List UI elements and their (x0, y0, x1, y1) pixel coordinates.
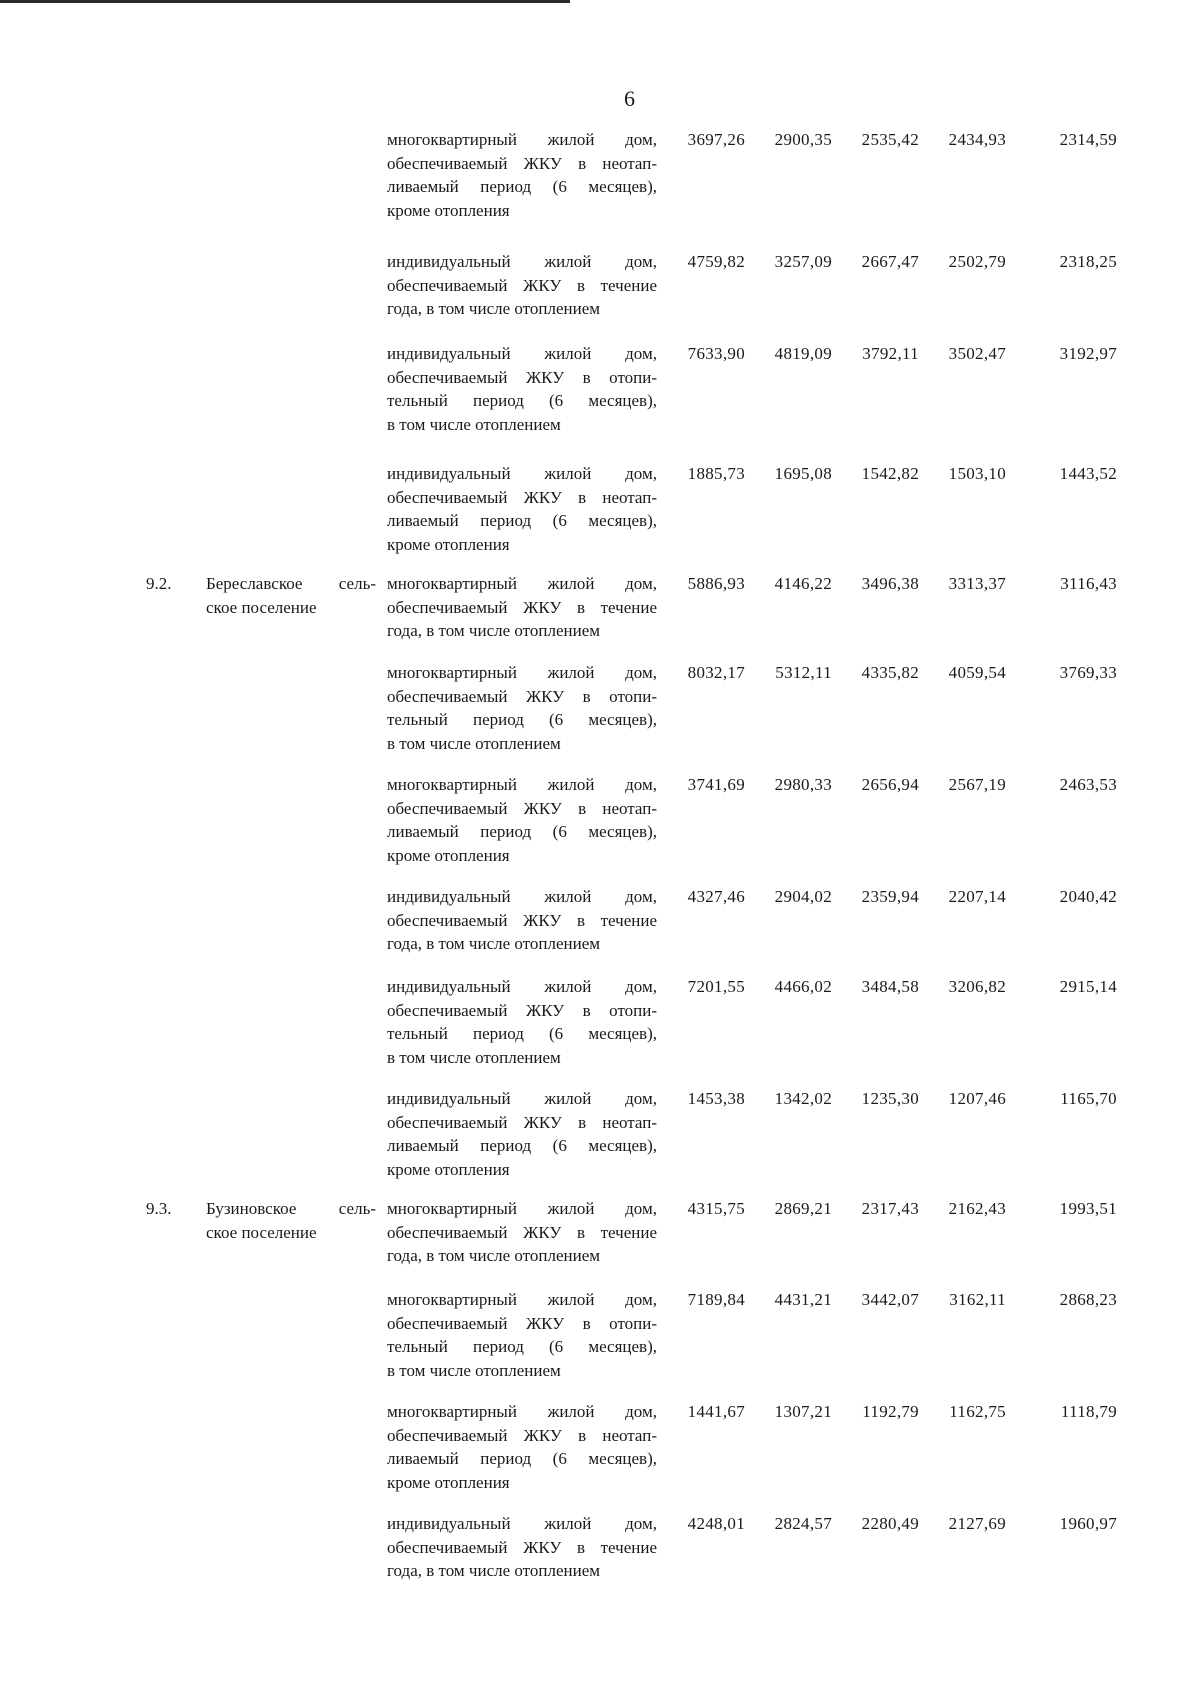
housing-description (387, 975, 657, 1069)
tariff-value-col4: 2502,79 (948, 252, 1006, 271)
housing-description (387, 128, 657, 222)
tariff-value-col4: 3313,37 (948, 574, 1006, 593)
description-line: индивидуальный жилой дом, (387, 887, 657, 906)
description-line: тельный период (6 месяцев), (387, 1024, 657, 1043)
tariff-value-col4: 1503,10 (948, 464, 1006, 483)
tariff-value-col4: 2162,43 (948, 1199, 1006, 1218)
description-line: индивидуальный жилой дом, (387, 977, 657, 996)
tariff-value-col2: 2904,02 (774, 887, 832, 906)
tariff-value-col1: 1885,73 (687, 464, 745, 483)
description-line: многоквартирный жилой дом, (387, 1290, 657, 1309)
housing-description (387, 1400, 657, 1494)
description-line: кроме отопления (387, 1472, 510, 1492)
housing-description (387, 1197, 657, 1268)
tariff-value-col5: 3192,97 (1059, 344, 1117, 363)
tariff-value-col3: 3792,11 (862, 344, 919, 363)
tariff-value-col3: 2656,94 (861, 775, 919, 794)
tariff-value-col5: 1165,70 (1060, 1089, 1117, 1108)
tariff-value-col5: 3769,33 (1059, 663, 1117, 682)
settlement-name (206, 572, 376, 619)
description-line: обеспечиваемый ЖКУ в отопи- (387, 686, 657, 706)
tariff-value-col3: 1542,82 (861, 464, 919, 483)
tariff-value-col3: 2667,47 (861, 252, 919, 271)
tariff-value-col4: 4059,54 (948, 663, 1006, 682)
tariff-value-col2: 4819,09 (774, 344, 832, 363)
tariff-value-col5: 1443,52 (1059, 464, 1117, 483)
page-edge-line (0, 0, 570, 3)
tariff-value-col2: 2869,21 (774, 1199, 832, 1218)
description-line: ливаемый период (6 месяцев), (387, 822, 657, 841)
tariff-value-col1: 7201,55 (687, 977, 745, 996)
description-line: в том числе отоплением (387, 1047, 561, 1067)
tariff-value-col1: 7189,84 (687, 1290, 745, 1309)
tariff-value-col1: 4759,82 (687, 252, 745, 271)
tariff-value-col2: 1342,02 (774, 1089, 832, 1108)
description-line: тельный период (6 месяцев), (387, 391, 657, 410)
description-line: обеспечиваемый ЖКУ в неотап- (387, 153, 657, 173)
tariff-value-col3: 3496,38 (861, 574, 919, 593)
tariff-value-col3: 4335,82 (861, 663, 919, 682)
description-line: ливаемый период (6 месяцев), (387, 511, 657, 530)
settlement-line: Бузиновское сель- (206, 1199, 376, 1218)
housing-description (387, 1512, 657, 1583)
tariff-value-col4: 3206,82 (948, 977, 1006, 996)
page-number: 6 (624, 86, 635, 111)
description-line: обеспечиваемый ЖКУ в отопи- (387, 367, 657, 387)
description-line: года, в том числе отоплением (387, 934, 600, 953)
description-line: многоквартирный жилой дом, (387, 1199, 657, 1218)
tariff-value-col2: 2900,35 (774, 130, 832, 149)
tariff-value-col5: 2868,23 (1059, 1290, 1117, 1309)
tariff-value-col3: 1235,30 (861, 1089, 919, 1108)
tariff-value-col2: 4146,22 (774, 574, 832, 593)
tariff-value-col4: 2127,69 (948, 1514, 1006, 1533)
tariff-value-col1: 4248,01 (687, 1514, 745, 1533)
description-line: обеспечиваемый ЖКУ в отопи- (387, 1000, 657, 1020)
tariff-value-col2: 4431,21 (774, 1290, 832, 1309)
tariff-value-col5: 2463,53 (1059, 775, 1117, 794)
description-line: ливаемый период (6 месяцев), (387, 1449, 657, 1468)
housing-description (387, 250, 657, 321)
tariff-value-col4: 2207,14 (948, 887, 1006, 906)
description-line: обеспечиваемый ЖКУ в неотап- (387, 798, 657, 818)
description-line: кроме отопления (387, 1159, 510, 1179)
tariff-value-col2: 4466,02 (774, 977, 832, 996)
tariff-value-col5: 1993,51 (1059, 1199, 1117, 1218)
tariff-value-col1: 3697,26 (687, 130, 745, 149)
description-line: индивидуальный жилой дом, (387, 1089, 657, 1108)
description-line: индивидуальный жилой дом, (387, 1514, 657, 1533)
description-line: индивидуальный жилой дом, (387, 252, 657, 271)
housing-description (387, 462, 657, 556)
tariff-value-col4: 3162,11 (949, 1290, 1006, 1309)
tariff-value-col5: 2915,14 (1059, 977, 1117, 996)
description-line: тельный период (6 месяцев), (387, 1337, 657, 1356)
tariff-value-col4: 1162,75 (949, 1402, 1006, 1421)
description-line: многоквартирный жилой дом, (387, 1402, 657, 1421)
description-line: обеспечиваемый ЖКУ в отопи- (387, 1313, 657, 1333)
tariff-value-col5: 2040,42 (1059, 887, 1117, 906)
tariff-value-col3: 2359,94 (861, 887, 919, 906)
housing-description (387, 1288, 657, 1382)
description-line: обеспечиваемый ЖКУ в течение (387, 1222, 657, 1242)
description-line: кроме отопления (387, 200, 510, 220)
tariff-value-col1: 1441,67 (687, 1402, 745, 1421)
settlement-line: ское поселение (206, 1222, 317, 1242)
description-line: кроме отопления (387, 534, 510, 554)
tariff-value-col4: 2434,93 (948, 130, 1006, 149)
housing-description (387, 1087, 657, 1181)
tariff-value-col4: 3502,47 (948, 344, 1006, 363)
description-line: обеспечиваемый ЖКУ в течение (387, 597, 657, 617)
tariff-value-col1: 5886,93 (687, 574, 745, 593)
description-line: обеспечиваемый ЖКУ в неотап- (387, 487, 657, 507)
housing-description (387, 773, 657, 867)
description-line: индивидуальный жилой дом, (387, 464, 657, 483)
description-line: обеспечиваемый ЖКУ в течение (387, 1537, 657, 1557)
description-line: индивидуальный жилой дом, (387, 344, 657, 363)
description-line: многоквартирный жилой дом, (387, 775, 657, 794)
tariff-value-col1: 1453,38 (687, 1089, 745, 1108)
tariff-value-col3: 1192,79 (862, 1402, 919, 1421)
tariff-value-col1: 3741,69 (687, 775, 745, 794)
description-line: обеспечиваемый ЖКУ в течение (387, 910, 657, 930)
description-line: в том числе отоплением (387, 1360, 561, 1380)
tariff-value-col3: 2280,49 (861, 1514, 919, 1533)
description-line: в том числе отоплением (387, 733, 561, 753)
tariff-value-col5: 1118,79 (1060, 1402, 1117, 1421)
description-line: в том числе отоплением (387, 414, 561, 434)
settlement-name (206, 1197, 376, 1244)
tariff-value-col5: 1960,97 (1059, 1514, 1117, 1533)
tariff-value-col1: 8032,17 (687, 663, 745, 682)
tariff-value-col2: 1307,21 (774, 1402, 832, 1421)
description-line: многоквартирный жилой дом, (387, 663, 657, 682)
tariff-value-col5: 2318,25 (1059, 252, 1117, 271)
tariff-value-col4: 1207,46 (948, 1089, 1006, 1108)
description-line: обеспечиваемый ЖКУ в течение (387, 275, 657, 295)
description-line: года, в том числе отоплением (387, 621, 600, 640)
tariff-value-col1: 4327,46 (687, 887, 745, 906)
settlement-line: Береславское сель- (206, 574, 376, 593)
tariff-value-col4: 2567,19 (948, 775, 1006, 794)
tariff-value-col1: 4315,75 (687, 1199, 745, 1218)
housing-description (387, 885, 657, 956)
tariff-value-col3: 2317,43 (861, 1199, 919, 1218)
tariff-value-col2: 1695,08 (774, 464, 832, 483)
tariff-value-col5: 3116,43 (1060, 574, 1117, 593)
tariff-value-col2: 2824,57 (774, 1514, 832, 1533)
settlement-line: ское поселение (206, 597, 317, 617)
tariff-value-col1: 7633,90 (687, 344, 745, 363)
description-line: тельный период (6 месяцев), (387, 710, 657, 729)
description-line: обеспечиваемый ЖКУ в неотап- (387, 1112, 657, 1132)
tariff-value-col3: 3442,07 (861, 1290, 919, 1309)
tariff-value-col3: 2535,42 (861, 130, 919, 149)
housing-description (387, 661, 657, 755)
description-line: ливаемый период (6 месяцев), (387, 177, 657, 196)
housing-description (387, 342, 657, 436)
housing-description (387, 572, 657, 643)
description-line: ливаемый период (6 месяцев), (387, 1136, 657, 1155)
description-line: обеспечиваемый ЖКУ в неотап- (387, 1425, 657, 1445)
description-line: года, в том числе отоплением (387, 1561, 600, 1580)
tariff-value-col3: 3484,58 (861, 977, 919, 996)
description-line: многоквартирный жилой дом, (387, 130, 657, 149)
tariff-value-col2: 2980,33 (774, 775, 832, 794)
description-line: многоквартирный жилой дом, (387, 574, 657, 593)
tariff-value-col2: 5312,11 (775, 663, 832, 682)
description-line: года, в том числе отоплением (387, 1246, 600, 1265)
tariff-value-col2: 3257,09 (774, 252, 832, 271)
description-line: года, в том числе отоплением (387, 299, 600, 318)
row-number: 9.2. (146, 574, 172, 593)
description-line: кроме отопления (387, 845, 510, 865)
row-number: 9.3. (146, 1199, 172, 1218)
tariff-value-col5: 2314,59 (1059, 130, 1117, 149)
